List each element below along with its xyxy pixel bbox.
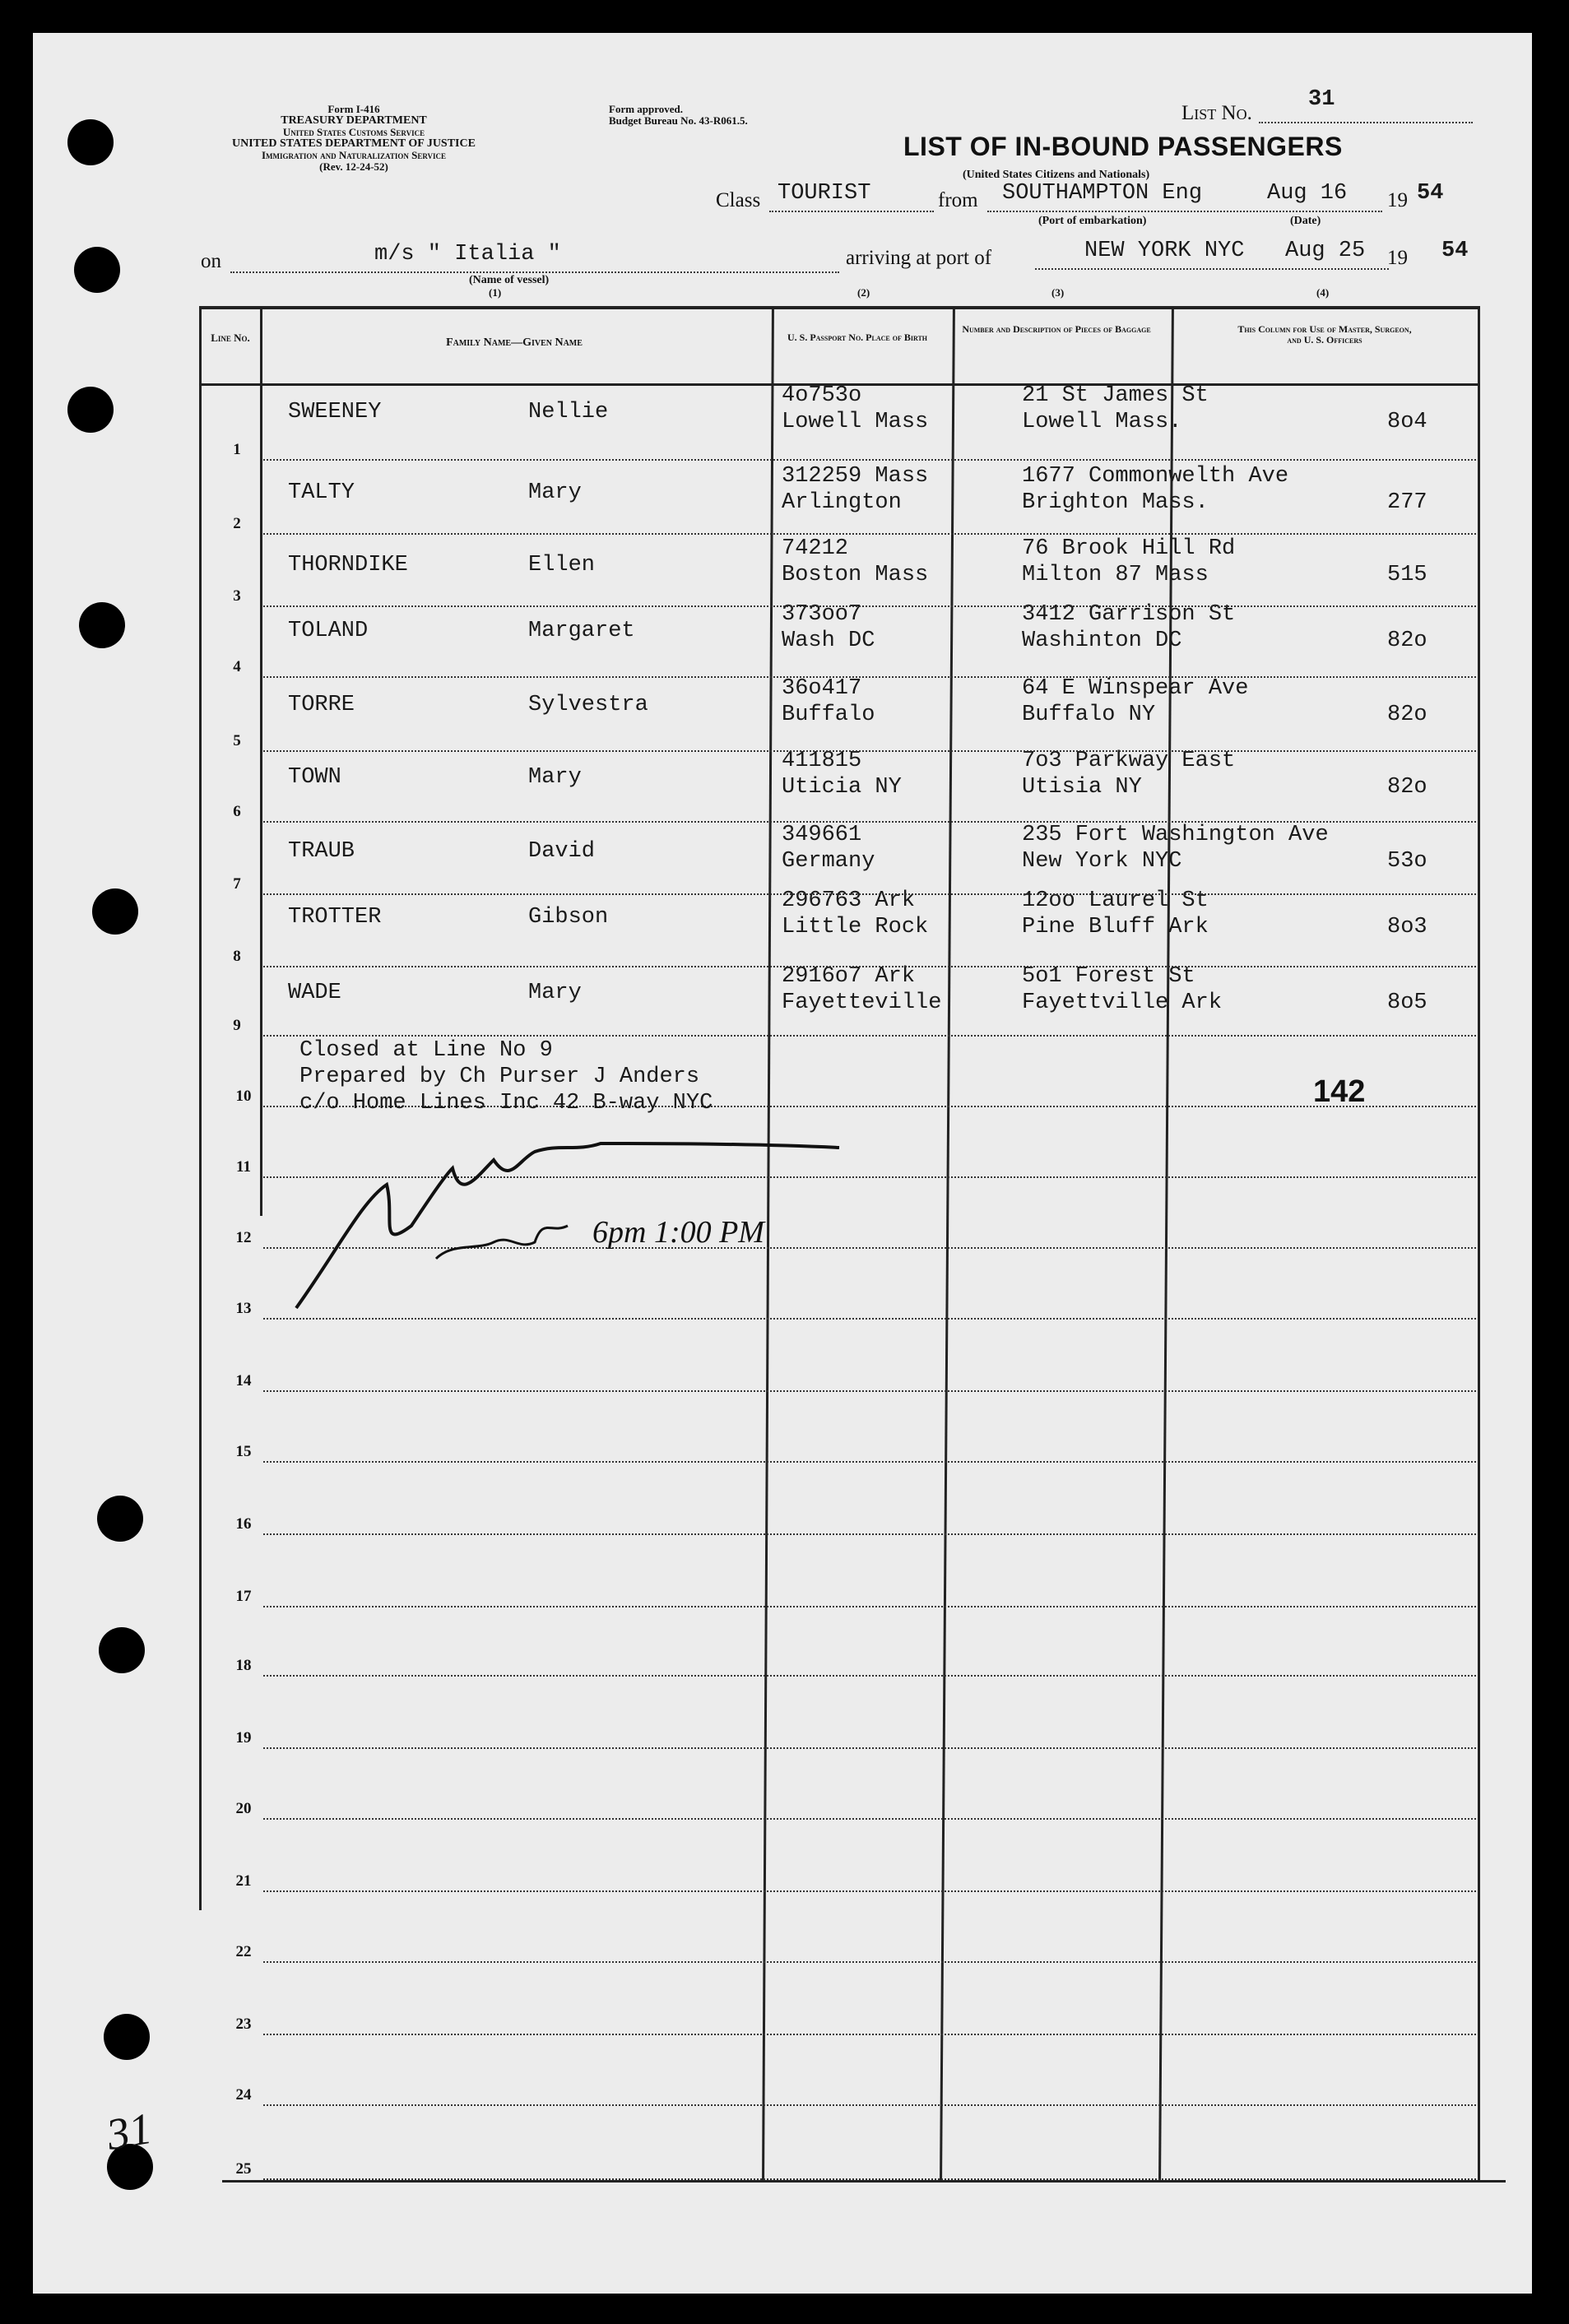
col-header-baggage: Number and Description of Pieces of Baggage: [962, 323, 1151, 335]
depart-date: Aug 16: [1267, 181, 1348, 206]
passenger-given-name: David: [528, 839, 596, 864]
passenger-officer-code: 82o: [1387, 629, 1427, 653]
table-right-border: [1478, 306, 1480, 2182]
col1-label: (1): [489, 286, 502, 299]
page-title: LIST OF IN-BOUND PASSENGERS: [903, 132, 1343, 161]
on-label: on: [201, 250, 221, 272]
line-number: 21: [235, 1872, 252, 1890]
row-divider: [263, 2178, 1476, 2180]
line-number: 20: [235, 1800, 252, 1817]
passenger-place-of-birth: Boston Mass: [782, 563, 929, 587]
passenger-address-city: Lowell Mass.: [1022, 410, 1182, 434]
passenger-family-name: THORNDIKE: [288, 553, 408, 578]
passenger-family-name: TROTTER: [288, 905, 382, 930]
form-header-left: [197, 104, 510, 173]
passenger-officer-code: 8o3: [1387, 915, 1427, 939]
agent-line: c/o Home Lines Inc 42 B-way NYC: [299, 1091, 713, 1116]
class-value: TOURIST: [778, 181, 871, 206]
line-number: 12: [235, 1229, 252, 1246]
col2-label: (2): [857, 286, 870, 299]
line-number: 6: [233, 803, 241, 820]
passenger-officer-code: 277: [1387, 490, 1427, 515]
passenger-family-name: TOLAND: [288, 619, 369, 643]
passenger-officer-code: 515: [1387, 563, 1427, 587]
passenger-address-city: Buffalo NY: [1022, 703, 1156, 727]
list-no-label: List No.: [1181, 102, 1252, 124]
arrive-year: 54: [1441, 239, 1469, 263]
passenger-given-name: Mary: [528, 765, 582, 790]
handwritten-signature: [288, 1127, 847, 1316]
row-divider: [263, 1533, 1476, 1535]
line-number: 8: [233, 948, 241, 965]
line-number: 22: [235, 1943, 252, 1960]
row-divider: [263, 1035, 1476, 1037]
row-divider: [263, 2104, 1476, 2106]
line-number: 9: [233, 1017, 241, 1034]
justice-department: UNITED STATES DEPARTMENT OF JUSTICE: [232, 137, 476, 150]
col-header-passport: U. S. Passport No. Place of Birth: [787, 332, 927, 343]
passenger-passport-no: 349661: [782, 823, 862, 847]
passenger-place-of-birth: Uticia NY: [782, 775, 902, 800]
punch-hole: [79, 602, 125, 648]
punch-hole: [67, 119, 114, 165]
form-number: Form I-416: [327, 103, 380, 115]
passenger-family-name: TRAUB: [288, 839, 355, 864]
passenger-address-street: 76 Brook Hill Rd: [1022, 536, 1236, 561]
line-number: 18: [235, 1657, 252, 1674]
passenger-address-city: Milton 87 Mass: [1022, 563, 1209, 587]
table-top-border: [199, 306, 1479, 309]
line-number: 24: [235, 2086, 252, 2104]
list-no-value: 31: [1308, 87, 1335, 112]
form-approved: Form approved.: [609, 103, 684, 115]
year-prefix: 19: [1387, 189, 1408, 211]
line-number: 4: [233, 658, 241, 675]
passenger-address-street: 12oo Laurel St: [1022, 888, 1209, 913]
line-number: 11: [236, 1158, 251, 1176]
row-divider: [263, 676, 1476, 678]
passenger-given-name: Margaret: [528, 619, 635, 643]
line-number: 25: [235, 2160, 252, 2178]
line-number: 10: [235, 1088, 252, 1105]
margin-note: 31: [103, 2103, 156, 2160]
prepared-by: Prepared by Ch Purser J Anders: [299, 1065, 700, 1089]
punch-hole: [97, 1496, 143, 1542]
row-divider: [263, 750, 1476, 752]
passenger-officer-code: 82o: [1387, 775, 1427, 800]
date-label: (Date): [1290, 215, 1321, 227]
ins-service: Immigration and Naturalization Service: [261, 149, 447, 161]
passenger-address-city: Brighton Mass.: [1022, 490, 1209, 515]
punch-hole: [99, 1627, 145, 1673]
passenger-passport-no: 373oo7: [782, 602, 862, 627]
page-subtitle: (United States Citizens and Nationals): [963, 169, 1150, 181]
passenger-passport-no: 74212: [782, 536, 849, 561]
passenger-passport-no: 312259 Mass: [782, 464, 929, 489]
passenger-address-city: Pine Bluff Ark: [1022, 915, 1209, 939]
passenger-address-street: 7o3 Parkway East: [1022, 749, 1236, 773]
passenger-place-of-birth: Germany: [782, 849, 875, 874]
line-number: 13: [235, 1300, 252, 1317]
line-number: 17: [235, 1588, 252, 1605]
class-line: [769, 211, 934, 212]
line-number: 3: [233, 587, 241, 605]
line-number: 2: [233, 515, 241, 532]
row-divider: [263, 1461, 1476, 1463]
line-number: 19: [235, 1729, 252, 1746]
treasury-department: TREASURY DEPARTMENT: [281, 114, 427, 127]
passenger-place-of-birth: Wash DC: [782, 629, 875, 653]
passenger-family-name: TALTY: [288, 480, 355, 505]
passenger-passport-no: 4o753o: [782, 383, 862, 408]
row-divider: [263, 821, 1476, 823]
col-header-line: Line No.: [211, 332, 250, 344]
passenger-given-name: Mary: [528, 981, 582, 1005]
budget-bureau: Budget Bureau No. 43-R061.5.: [609, 114, 748, 127]
row-divider: [263, 459, 1476, 461]
arrive-date: Aug 25: [1285, 239, 1366, 263]
line-number: 23: [235, 2016, 252, 2033]
line-col-border: [260, 306, 262, 1216]
revision: (Rev. 12-24-52): [319, 160, 388, 173]
punch-hole: [104, 2014, 150, 2060]
passenger-address-city: Utisia NY: [1022, 775, 1142, 800]
closed-at-line: Closed at Line No 9: [299, 1038, 553, 1063]
year-prefix-2: 19: [1387, 247, 1408, 269]
from-label: from: [938, 189, 978, 211]
arrive-port: NEW YORK NYC: [1084, 239, 1245, 263]
passenger-family-name: TORRE: [288, 693, 355, 717]
row-divider: [263, 1318, 1476, 1320]
passenger-place-of-birth: Little Rock: [782, 915, 929, 939]
vessel-line: [230, 271, 839, 273]
row-divider: [263, 533, 1476, 535]
passenger-given-name: Nellie: [528, 400, 609, 424]
class-label: Class: [716, 189, 761, 211]
line-number: 15: [235, 1443, 252, 1460]
depart-year: 54: [1417, 181, 1444, 206]
row-divider: [263, 893, 1476, 895]
row-divider: [263, 1818, 1476, 1820]
line-number: 16: [235, 1515, 252, 1533]
passenger-address-street: 3412 Garrison St: [1022, 602, 1236, 627]
arrive-line: [1035, 268, 1389, 270]
line-number: 5: [233, 732, 241, 749]
table-left-border: [199, 306, 202, 1910]
passenger-address-city: New York NYC: [1022, 849, 1182, 874]
passenger-given-name: Sylvestra: [528, 693, 648, 717]
passenger-passport-no: 296763 Ark: [782, 888, 916, 913]
col3-label: (3): [1051, 286, 1065, 299]
passenger-officer-code: 53o: [1387, 849, 1427, 874]
passenger-place-of-birth: Fayetteville: [782, 990, 942, 1015]
row-divider: [263, 1390, 1476, 1392]
passenger-address-street: 64 E Winspear Ave: [1022, 676, 1249, 701]
from-value: SOUTHAMPTON Eng: [1002, 181, 1203, 206]
line-number: 14: [235, 1372, 252, 1389]
line-number: 1: [233, 441, 241, 458]
row-divider: [263, 605, 1476, 607]
total-count: 142: [1313, 1074, 1366, 1109]
row-divider: [263, 1890, 1476, 1892]
row-divider: [263, 1961, 1476, 1963]
passenger-passport-no: 36o417: [782, 676, 862, 701]
passenger-officer-code: 82o: [1387, 703, 1427, 727]
passenger-family-name: TOWN: [288, 765, 341, 790]
table-bottom-border: [222, 2180, 1506, 2183]
passenger-place-of-birth: Arlington: [782, 490, 902, 515]
passenger-address-street: 1677 Commonwelth Ave: [1022, 464, 1289, 489]
signature-time-note: 6pm 1:00 PM: [592, 1215, 764, 1250]
passenger-given-name: Mary: [528, 480, 582, 505]
row-divider: [263, 1675, 1476, 1677]
punch-hole: [92, 888, 138, 935]
row-divider: [263, 966, 1476, 967]
row-divider: [263, 1747, 1476, 1749]
passenger-officer-code: 8o5: [1387, 990, 1427, 1015]
passenger-address-street: 5o1 Forest St: [1022, 964, 1195, 989]
col-header-name: Family Name—Given Name: [446, 336, 583, 349]
form-approval: [609, 104, 748, 127]
col-header-officers: This Column for Use of Master, Surgeon, and U. S. Officers: [1237, 323, 1412, 346]
passenger-address-street: 235 Fort Washington Ave: [1022, 823, 1329, 847]
punch-hole: [74, 247, 120, 293]
vessel-name: m/s " Italia ": [374, 242, 561, 267]
row-divider: [263, 1606, 1476, 1607]
customs-service: United States Customs Service: [282, 126, 425, 138]
punch-hole: [67, 387, 114, 433]
passenger-officer-code: 8o4: [1387, 410, 1427, 434]
passenger-given-name: Ellen: [528, 553, 596, 578]
from-line: [987, 211, 1382, 212]
passenger-passport-no: 2916o7 Ark: [782, 964, 916, 989]
passenger-passport-no: 411815: [782, 749, 862, 773]
passenger-address-city: Fayettville Ark: [1022, 990, 1223, 1015]
port-embarkation-label: (Port of embarkation): [1038, 215, 1147, 227]
vessel-label: (Name of vessel): [469, 274, 550, 286]
passenger-place-of-birth: Buffalo: [782, 703, 875, 727]
row-divider: [263, 2034, 1476, 2035]
passenger-family-name: SWEENEY: [288, 400, 382, 424]
passenger-place-of-birth: Lowell Mass: [782, 410, 929, 434]
passenger-address-street: 21 St James St: [1022, 383, 1209, 408]
arriving-label: arriving at port of: [846, 247, 992, 269]
passenger-given-name: Gibson: [528, 905, 609, 930]
line-number: 7: [233, 875, 241, 893]
col4-label: (4): [1316, 286, 1330, 299]
list-no-line: [1259, 122, 1473, 123]
passenger-family-name: WADE: [288, 981, 341, 1005]
passenger-address-city: Washinton DC: [1022, 629, 1182, 653]
